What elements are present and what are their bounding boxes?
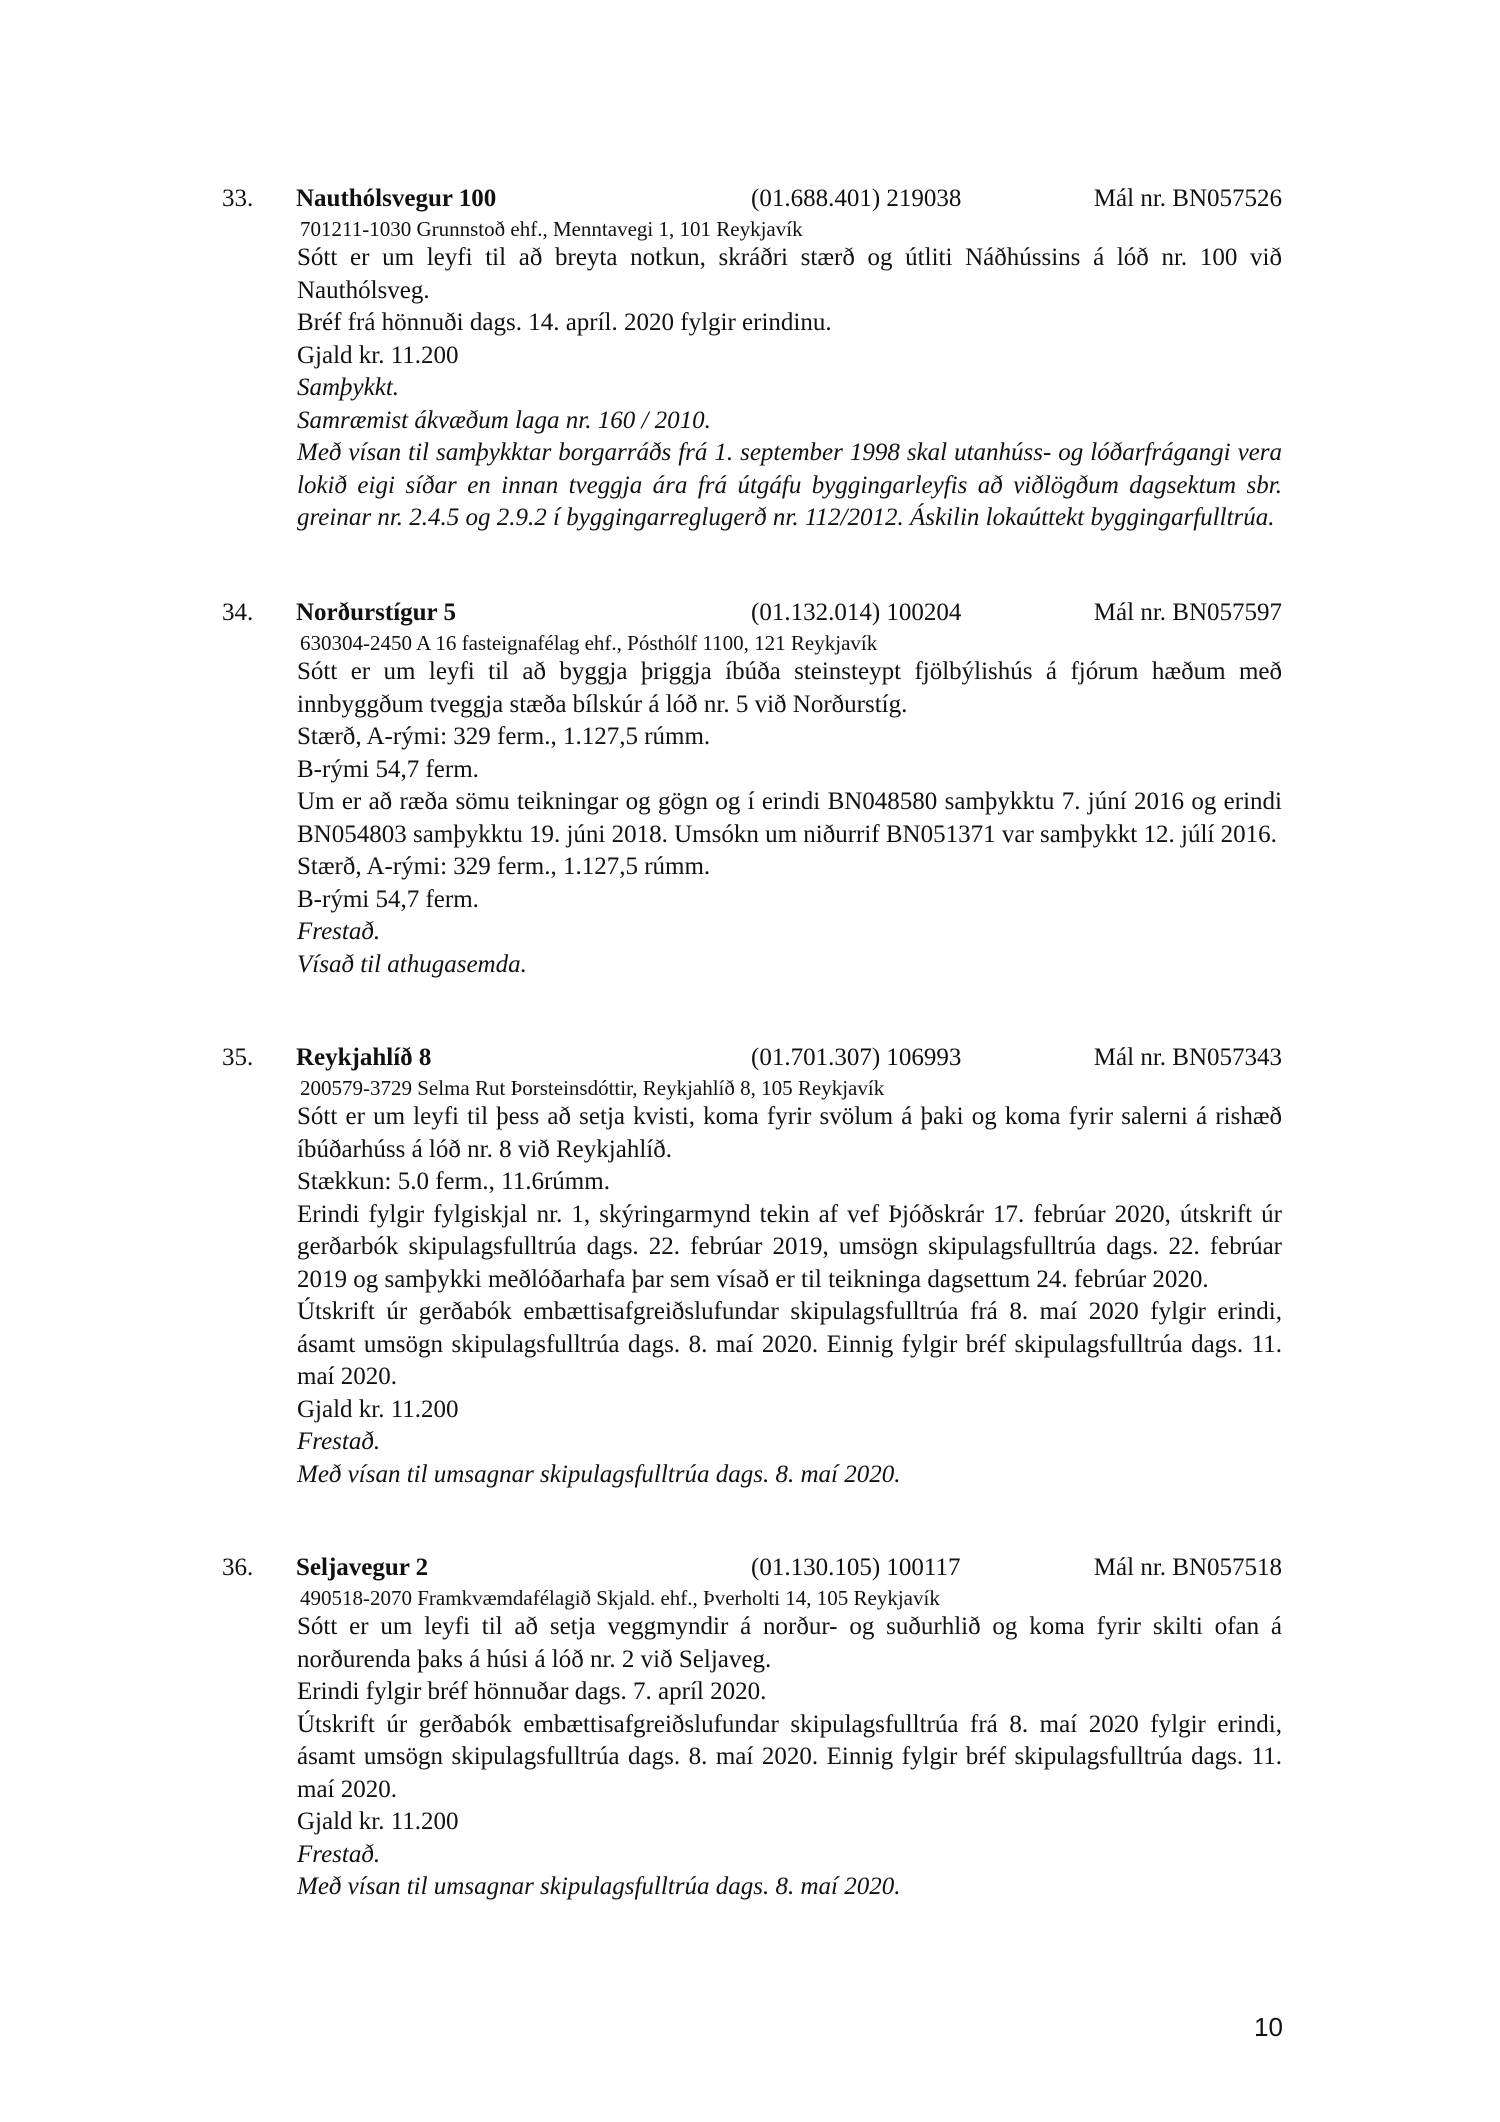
entry-paragraph: Erindi fylgir fylgiskjal nr. 1, skýringarmynd tekin af vef Þjóðskrár 17. febrúar 2020, útskrift úr gerðarbók skipulagsfulltrúa dags. 22. febrúar 2019, umsögn skipulagsfulltrúa dags. 22. febrúar 2019 og samþykki meðlóðarhafa þar sem vísað er til teikninga dagsettum 24. febrúar 2020.: [297, 1200, 1282, 1293]
entry-decision: Vísað til athugasemda.: [297, 950, 527, 978]
entry-case-number: Mál nr. BN057597: [1093, 599, 1282, 626]
entry-body: [297, 1075, 1282, 1491]
entry-paragraph: Sótt er um leyfi til þess að setja kvisti, koma fyrir svölum á þaki og koma fyrir salerni á rishæð íbúðarhúss á lóð nr. 8 við Reykjahlíð.: [297, 1103, 1282, 1163]
case-entry: [222, 1041, 1282, 1491]
entry-number: 35.: [222, 1044, 254, 1071]
entry-header: [222, 1041, 1282, 1075]
entry-header: [222, 1551, 1282, 1585]
entry-decision: Frestað.: [297, 1428, 381, 1455]
entry-paragraph: Sótt er um leyfi til að breyta notkun, skráðri stærð og útliti Náðhússins á lóð nr. 100 við Nauthólsveg.: [297, 244, 1282, 304]
entry-paragraph: Útskrift úr gerðabók embættisafgreiðslufundar skipulagsfulltrúa frá 8. maí 2020 fylgir erindi, ásamt umsögn skipulagsfulltrúa dags. 8. maí 2020. Einnig fylgir bréf skipulagsfulltrúa dags. 11. maí 2020.: [297, 1710, 1282, 1803]
entry-paragraph: Erindi fylgir bréf hönnuðar dags. 7. apríl 2020.: [297, 1678, 767, 1705]
entry-number: 33.: [222, 185, 254, 212]
entry-case-number: Mál nr. BN057526: [1093, 185, 1282, 212]
entry-decision: Með vísan til samþykktar borgarráðs frá 1. september 1998 skal utanhúss- og lóðarfrágangi vera lokið eigi síðar en innan tveggja ára frá útgáfu byggingarleyfis að viðlögðum dagsektum sbr. greinar nr. 2.4.5 og 2.9.2 í byggingarreglugerð nr. 112/2012. Áskilin lokaúttekt byggingarfulltrúa.: [297, 439, 1282, 531]
entry-owner: 701211-1030 Grunnstoð ehf., Menntavegi 1, 101 Reykjavík: [300, 217, 803, 241]
entry-owner: 490518-2070 Framkvæmdafélagið Skjald. ehf., Þverholti 14, 105 Reykjavík: [300, 1586, 940, 1610]
page-number: 10: [1254, 2012, 1283, 2042]
case-entry: [222, 182, 1282, 535]
entry-body: [297, 1585, 1282, 1904]
entry-number: 34.: [222, 599, 254, 626]
entry-decision: Með vísan til umsagnar skipulagsfulltrúa dags. 8. maí 2020.: [297, 1460, 901, 1488]
entry-decision: Frestað.: [297, 918, 381, 945]
entry-header: [222, 596, 1282, 630]
entry-paragraph: Stækkun: 5.0 ferm., 11.6rúmm.: [297, 1168, 610, 1195]
entry-paragraph: Útskrift úr gerðabók embættisafgreiðslufundar skipulagsfulltrúa frá 8. maí 2020 fylgir erindi, ásamt umsögn skipulagsfulltrúa dags. 8. maí 2020. Einnig fylgir bréf skipulagsfulltrúa dags. 11. maí 2020.: [297, 1298, 1282, 1390]
entry-header: [222, 182, 1282, 216]
entry-address: Norðurstígur 5: [296, 599, 456, 626]
entry-decision: Frestað.: [297, 1840, 381, 1868]
entry-paragraph: Bréf frá hönnuði dags. 14. apríl. 2020 fylgir erindinu.: [297, 309, 832, 336]
entry-address: Reykjahlíð 8: [296, 1044, 432, 1071]
entry-paragraph: Sótt er um leyfi til að setja veggmyndir á norður- og suðurhlið og koma fyrir skilti ofan á norðurenda þaks á húsi á lóð nr. 2 við Seljaveg.: [297, 1613, 1282, 1673]
entry-paragraph: Gjald kr. 11.200: [297, 1808, 459, 1835]
entry-body: [297, 216, 1282, 535]
entry-paragraph: Um er að ræða sömu teikningar og gögn og í erindi BN048580 samþykktu 7. júní 2016 og erindi BN054803 samþykktu 19. júni 2018. Umsókn um niðurrif BN051371 var samþykkt 12. júlí 2016.: [297, 788, 1282, 848]
case-entry: [222, 596, 1282, 981]
entry-paragraph: Sótt er um leyfi til að byggja þriggja íbúða steinsteypt fjölbýlishús á fjórum hæðum með innbyggðum tveggja stæða bílskúr á lóð nr. 5 við Norðurstíg.: [297, 658, 1282, 718]
entry-land-id: (01.130.105) 100117: [751, 1554, 961, 1581]
entry-case-number: Mál nr. BN057343: [1093, 1044, 1282, 1071]
entry-address: Seljavegur 2: [296, 1554, 429, 1581]
entry-body: [297, 630, 1282, 981]
entry-number: 36.: [222, 1554, 254, 1581]
entry-land-id: (01.132.014) 100204: [751, 599, 962, 626]
entry-decision: Með vísan til umsagnar skipulagsfulltrúa dags. 8. maí 2020.: [297, 1873, 901, 1900]
entry-paragraph: B-rými 54,7 ferm.: [297, 885, 479, 913]
entry-paragraph: Gjald kr. 11.200: [297, 341, 459, 369]
entry-paragraph: B-rými 54,7 ferm.: [297, 755, 479, 783]
entry-decision: Samræmist ákvæðum laga nr. 160 / 2010.: [297, 406, 711, 434]
entry-land-id: (01.701.307) 106993: [751, 1044, 962, 1071]
entry-owner: 630304-2450 A 16 fasteignafélag ehf., Pósthólf 1100, 121 Reykjavík: [300, 631, 878, 655]
entry-land-id: (01.688.401) 219038: [751, 185, 962, 212]
entry-decision: Samþykkt.: [297, 374, 400, 401]
entry-paragraph: Gjald kr. 11.200: [297, 1395, 459, 1423]
entry-paragraph: Stærð, A-rými: 329 ferm., 1.127,5 rúmm.: [297, 723, 711, 750]
entry-paragraph: Stærð, A-rými: 329 ferm., 1.127,5 rúmm.: [297, 853, 711, 880]
entry-address: Nauthólsvegur 100: [296, 185, 497, 212]
entry-case-number: Mál nr. BN057518: [1093, 1554, 1282, 1581]
case-entry: [222, 1551, 1282, 1904]
entry-owner: 200579-3729 Selma Rut Þorsteinsdóttir, Reykjahlíð 8, 105 Reykjavík: [300, 1076, 885, 1100]
